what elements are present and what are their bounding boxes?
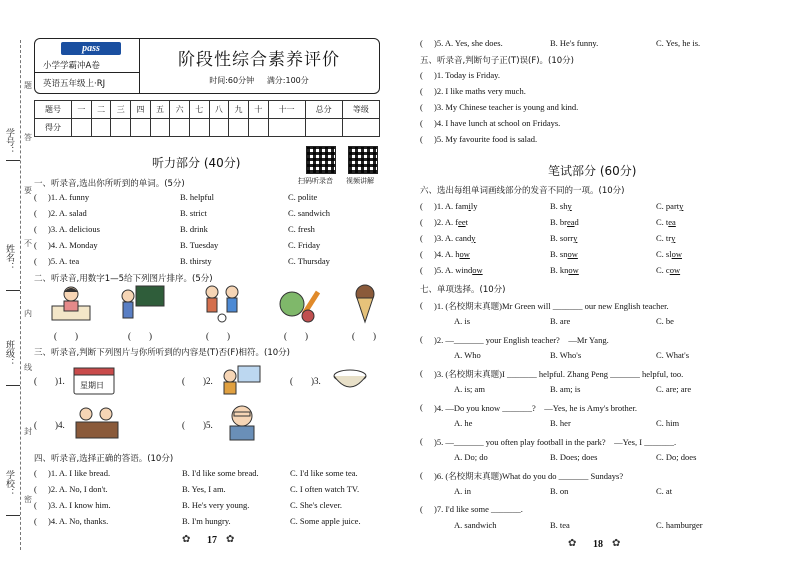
score-cell[interactable] xyxy=(248,119,268,137)
exam-meta xyxy=(139,75,379,86)
item-number: )2. xyxy=(203,376,213,386)
option-b xyxy=(550,217,579,227)
option-c xyxy=(656,201,683,211)
page-18 xyxy=(420,38,780,558)
score-header-cell: 四 xyxy=(131,101,151,119)
option-b xyxy=(550,249,578,259)
binding-margin xyxy=(0,0,34,566)
option-a: )5. A. tea xyxy=(48,256,80,266)
option-a: )4. A. No, thanks. xyxy=(48,516,109,526)
word-part: f xyxy=(455,217,459,227)
option-a xyxy=(434,233,476,243)
option-a: A. is xyxy=(454,316,471,326)
section-7-heading: 七、单项选择。(10分) xyxy=(420,285,506,295)
tf-blank[interactable]: ( )5. xyxy=(182,420,213,430)
word-part: B. sh xyxy=(550,201,568,211)
question-stem: )3. (名校期末真题)I _______ helpful. Zhang Peng _______ helpful, too. xyxy=(434,369,684,379)
answer-blank[interactable]: ( xyxy=(34,468,37,478)
score-cell[interactable] xyxy=(305,119,342,137)
option-a: A. is; am xyxy=(454,384,485,394)
option-c: C. hamburger xyxy=(656,520,703,530)
underlined-letters: ea xyxy=(567,217,575,227)
score-cell[interactable] xyxy=(111,119,131,137)
tf-blank[interactable]: ( )3. xyxy=(290,376,321,386)
underlined-letters: y xyxy=(567,201,572,211)
option-c: C. I often watch TV. xyxy=(290,484,360,494)
score-cell[interactable] xyxy=(189,119,209,137)
listening-part-title: 听力部分 (40分) xyxy=(152,156,241,170)
option-b: B. helpful xyxy=(180,192,214,202)
class-line[interactable] xyxy=(6,385,20,386)
item-number: )3. A. xyxy=(434,233,456,243)
section-5-heading: 五、听录音,判断句子正(T)误(F)。(10分) xyxy=(420,56,574,66)
answer-blank[interactable]: ( xyxy=(420,368,423,378)
answer-blank[interactable]: ( xyxy=(34,256,37,266)
option-b: B. her xyxy=(550,418,571,428)
option-a: A. in xyxy=(454,486,471,496)
question-stem: )5. —_______ you often play football in the park? —Yes, I _______. xyxy=(434,437,677,447)
score-header-cell: 五 xyxy=(150,101,170,119)
score-table xyxy=(34,100,380,137)
answer-blank[interactable]: ( xyxy=(420,504,423,514)
answer-blank[interactable]: ( xyxy=(34,484,37,494)
word-part: C. c xyxy=(656,265,670,275)
option-b: B. thirsty xyxy=(180,256,212,266)
answer-blank[interactable]: ( xyxy=(420,402,423,412)
answer-blank[interactable]: ( xyxy=(34,192,37,202)
option-c: C. Thursday xyxy=(288,256,330,266)
name-label: 姓名： xyxy=(5,244,15,271)
item-number: )4. A. xyxy=(434,249,456,259)
score-header-cell: 三 xyxy=(111,101,131,119)
qr-video-caption: 视频讲解 xyxy=(346,177,374,185)
section-2-heading: 二、听录音,用数字1—5给下列图片排序。(5分) xyxy=(34,274,213,284)
score-cell[interactable] xyxy=(342,119,379,137)
option-c: C. Yes, he is. xyxy=(656,38,701,48)
school-line[interactable] xyxy=(6,515,20,516)
question-stem: )7. I'd like some _______. xyxy=(434,504,523,514)
option-c: C. at xyxy=(656,486,673,496)
underlined-letters: ow xyxy=(568,265,579,275)
section-6-heading: 六、选出每组单词画线部分的发音不同的一项。(10分) xyxy=(420,186,625,196)
underlined-letters: y xyxy=(671,233,676,243)
option-a: )1. A. I like bread. xyxy=(48,468,111,478)
statement: )1. Today is Friday. xyxy=(434,70,500,80)
underlined-letters: i xyxy=(468,201,471,211)
answer-blank[interactable]: ( xyxy=(420,38,423,48)
order-blank[interactable]: ( ) xyxy=(284,331,308,341)
question-stem: )1. (名校期末真题)Mr Green will _______ our new English teacher. xyxy=(434,301,669,311)
underlined-letters: y xyxy=(573,233,578,243)
option-a: A. he xyxy=(454,418,473,428)
statement: )2. I like maths very much. xyxy=(434,86,526,96)
underlined-letters: ea xyxy=(668,217,676,227)
section-1-heading: 一、听录音,选出你所听到的单词。(5分) xyxy=(34,179,185,189)
answer-blank[interactable]: ( xyxy=(420,102,423,112)
option-a: )3. A. delicious xyxy=(48,224,100,234)
option-a: )4. A. Monday xyxy=(48,240,98,250)
rice-bowl-picture xyxy=(330,364,370,394)
answer-blank[interactable]: ( xyxy=(34,516,37,526)
option-b: B. Does; does xyxy=(550,452,598,462)
answer-blank[interactable]: ( xyxy=(420,86,423,96)
answer-blank[interactable]: ( xyxy=(420,118,423,128)
teacher-picture xyxy=(220,402,264,442)
option-a: )2. A. salad xyxy=(48,208,87,218)
score-cell[interactable] xyxy=(72,119,92,137)
answer-blank[interactable]: ( xyxy=(420,334,423,344)
answer-blank[interactable]: ( xyxy=(34,240,37,250)
seal-char: 不 xyxy=(24,239,32,248)
right-ornament-icon: ✿ xyxy=(226,534,235,545)
option-c: C. Some apple juice. xyxy=(290,516,361,526)
answer-blank[interactable]: ( xyxy=(420,217,423,227)
score-cell[interactable] xyxy=(91,119,111,137)
full-score: 满分:100分 xyxy=(266,76,309,85)
underlined-letters: y xyxy=(471,233,476,243)
option-b: B. Who's xyxy=(550,350,582,360)
underlined-letters: ow xyxy=(671,249,682,259)
score-header-cell: 等级 xyxy=(342,101,379,119)
statement: )4. I have lunch at school on Fridays. xyxy=(434,118,561,128)
underlined-letters: ee xyxy=(458,217,466,227)
score-header-cell: 一 xyxy=(72,101,92,119)
option-c: C. She's clever. xyxy=(290,500,343,510)
word-part: h xyxy=(455,249,460,259)
option-c xyxy=(656,265,680,275)
option-a: )5. A. Yes, she does. xyxy=(434,38,503,48)
option-a: A. sandwich xyxy=(454,520,497,530)
score-header-cell: 总分 xyxy=(305,101,342,119)
question-stem: )6. (名校期末真题)What do you do _______ Sundays? xyxy=(434,471,624,481)
score-header-row xyxy=(35,101,380,119)
option-c: C. are; are xyxy=(656,384,692,394)
score-header-cell: 九 xyxy=(229,101,249,119)
boy-computer-picture xyxy=(220,362,264,398)
word-part: d xyxy=(574,217,579,227)
word-part: ly xyxy=(470,201,478,211)
tf-blank[interactable]: ( )1. xyxy=(34,376,65,386)
word-part: C. part xyxy=(656,201,680,211)
score-cell[interactable] xyxy=(209,119,229,137)
question-stem: )2. —_______ your English teacher? —Mr Yang. xyxy=(434,335,609,345)
section-4-heading: 四、听录音,选择正确的答语。(10分) xyxy=(34,454,174,464)
order-blank[interactable]: ( ) xyxy=(128,331,152,341)
seal-char: 题 xyxy=(24,81,32,90)
section-3-heading: 三、听录音,判断下列图片与你所听到的内容是(T)否(F)相符。(10分) xyxy=(34,348,290,358)
underlined-letters: ow xyxy=(472,265,483,275)
answer-blank[interactable]: ( xyxy=(420,470,423,480)
item-number: )5. xyxy=(203,420,213,430)
item-number: )2. A. xyxy=(434,217,456,227)
score-header-cell: 六 xyxy=(170,101,190,119)
vegetables-picture xyxy=(278,284,322,324)
option-a xyxy=(434,265,483,275)
qr-audio-caption: 扫码听录音 xyxy=(298,177,333,185)
answer-blank[interactable]: ( xyxy=(420,249,423,259)
student-id-label: 学号： xyxy=(5,128,15,155)
option-b: B. Tuesday xyxy=(180,240,219,250)
order-blank[interactable]: ( ) xyxy=(352,331,376,341)
option-b: B. I'd like some bread. xyxy=(182,468,259,478)
answer-blank[interactable]: ( xyxy=(420,436,423,446)
option-c: C. fresh xyxy=(288,224,315,234)
underlined-letters: ow xyxy=(669,265,681,275)
score-value-row xyxy=(35,119,380,137)
kids-piano-picture xyxy=(72,404,122,442)
left-ornament-icon: ✿ xyxy=(182,534,191,545)
exam-title: 阶段性综合素养评价 xyxy=(178,50,340,70)
girl-reading-picture xyxy=(48,284,94,324)
grade-label: 英语五年级上·RJ xyxy=(43,79,106,89)
boy-blackboard-picture xyxy=(118,284,166,324)
option-a xyxy=(434,217,468,227)
order-blank[interactable]: ( ) xyxy=(54,331,78,341)
item-number: )1. A. xyxy=(434,201,456,211)
time-limit: 时间:60分钟 xyxy=(209,76,255,85)
option-b: B. strict xyxy=(180,208,207,218)
score-cell[interactable] xyxy=(131,119,151,137)
option-c: C. him xyxy=(656,418,680,428)
score-header-cell: 题号 xyxy=(35,101,72,119)
option-b: B. are xyxy=(550,316,571,326)
statement: )3. My Chinese teacher is young and kind. xyxy=(434,102,579,112)
option-b: B. He's funny. xyxy=(550,38,599,48)
answer-blank[interactable]: ( xyxy=(420,70,423,80)
score-header-cell: 七 xyxy=(189,101,209,119)
page-number: 18 xyxy=(593,539,603,550)
option-c xyxy=(656,249,682,259)
score-cell[interactable] xyxy=(229,119,249,137)
seal-char: 要 xyxy=(24,186,32,195)
option-a xyxy=(434,201,477,211)
word-part: B. kn xyxy=(550,265,569,275)
score-header-cell: 二 xyxy=(91,101,111,119)
class-label: 班级： xyxy=(5,340,15,367)
word-part: B. sorr xyxy=(550,233,574,243)
tf-blank[interactable]: ( )2. xyxy=(182,376,213,386)
statement: )5. My favourite food is salad. xyxy=(434,134,538,144)
score-cell[interactable] xyxy=(170,119,190,137)
underlined-letters: ow xyxy=(567,249,578,259)
fold-line xyxy=(20,40,21,550)
item-number: )4. xyxy=(55,420,65,430)
score-cell[interactable] xyxy=(150,119,170,137)
score-row-label: 得分 xyxy=(35,119,72,137)
answer-blank[interactable]: ( xyxy=(420,300,423,310)
page-17 xyxy=(34,38,380,558)
option-b: B. He's very young. xyxy=(182,500,250,510)
option-c: C. polite xyxy=(288,192,318,202)
option-a xyxy=(434,249,470,259)
student-id-line[interactable] xyxy=(6,160,20,161)
ice-cream-picture xyxy=(352,284,378,324)
word-part: cand xyxy=(455,233,472,243)
answer-blank[interactable]: ( xyxy=(34,224,37,234)
answer-blank[interactable]: ( xyxy=(420,233,423,243)
option-c: C. be xyxy=(656,316,674,326)
qr-code-video[interactable] xyxy=(348,146,378,174)
option-a: )1. A. funny xyxy=(48,192,90,202)
option-c: C. Friday xyxy=(288,240,321,250)
left-ornament-icon: ✿ xyxy=(568,538,577,549)
score-cell[interactable] xyxy=(268,119,305,137)
option-c: C. I'd like some tea. xyxy=(290,468,358,478)
answer-blank[interactable]: ( xyxy=(420,134,423,144)
option-a: )2. A. No, I don't. xyxy=(48,484,108,494)
name-line[interactable] xyxy=(6,290,20,291)
answer-blank[interactable]: ( xyxy=(34,500,37,510)
option-b: B. on xyxy=(550,486,569,496)
qr-code-audio[interactable] xyxy=(306,146,336,174)
tf-blank[interactable]: ( )4. xyxy=(34,420,65,430)
word-part: C. sl xyxy=(656,249,672,259)
seal-char: 答 xyxy=(24,133,32,142)
seal-char: 内 xyxy=(24,309,32,318)
option-b: B. am; is xyxy=(550,384,581,394)
option-b: B. drink xyxy=(180,224,208,234)
calendar-label: 星期日 xyxy=(80,381,104,390)
item-number: )5. A. xyxy=(434,265,456,275)
word-part: B. br xyxy=(550,217,567,227)
option-b: B. tea xyxy=(550,520,570,530)
word-part: t xyxy=(465,217,469,227)
option-a: A. Do; do xyxy=(454,452,488,462)
option-b xyxy=(550,201,572,211)
answer-blank[interactable]: ( xyxy=(420,265,423,275)
order-blank[interactable]: ( ) xyxy=(206,331,230,341)
option-c: C. What's xyxy=(656,350,690,360)
seal-char: 密 xyxy=(24,495,32,504)
option-c: C. Do; does xyxy=(656,452,697,462)
answer-blank[interactable]: ( xyxy=(420,201,423,211)
word-part: C. t xyxy=(656,217,669,227)
exam-header xyxy=(34,38,380,94)
header-divider-h xyxy=(35,72,139,73)
word-part: C. tr xyxy=(656,233,672,243)
question-stem: )4. —Do you know _______? —Yes, he is Amy's brother. xyxy=(434,403,638,413)
page-number: 17 xyxy=(207,535,217,546)
right-ornament-icon: ✿ xyxy=(612,538,621,549)
option-b: B. Yes, I am. xyxy=(182,484,226,494)
option-a: )3. A. I know him. xyxy=(48,500,111,510)
option-b: B. I'm hungry. xyxy=(182,516,231,526)
option-a: A. Who xyxy=(454,350,481,360)
word-part: wind xyxy=(455,265,473,275)
option-b xyxy=(550,265,579,275)
word-part: B. sn xyxy=(550,249,568,259)
option-c xyxy=(656,233,675,243)
option-c xyxy=(656,217,676,227)
brand-logo: pass xyxy=(61,42,121,55)
underlined-letters: ow xyxy=(459,249,470,259)
score-header-cell: 十一 xyxy=(268,101,305,119)
answer-blank[interactable]: ( xyxy=(34,208,37,218)
written-part-title: 笔试部分 (60分) xyxy=(548,164,637,178)
item-number: )1. xyxy=(55,376,65,386)
calendar-picture xyxy=(72,364,116,396)
series-name: 小学学霸冲A卷 xyxy=(43,61,100,71)
option-c: C. sandwich xyxy=(288,208,331,218)
item-number: )3. xyxy=(311,376,321,386)
word-part: fam xyxy=(455,201,469,211)
score-header-cell: 十 xyxy=(248,101,268,119)
option-b xyxy=(550,233,577,243)
kids-football-picture xyxy=(198,284,248,324)
seal-char: 封 xyxy=(24,427,32,436)
underlined-letters: y xyxy=(679,201,684,211)
score-header-cell: 八 xyxy=(209,101,229,119)
seal-char: 线 xyxy=(24,363,32,372)
school-label: 学校： xyxy=(5,470,15,497)
